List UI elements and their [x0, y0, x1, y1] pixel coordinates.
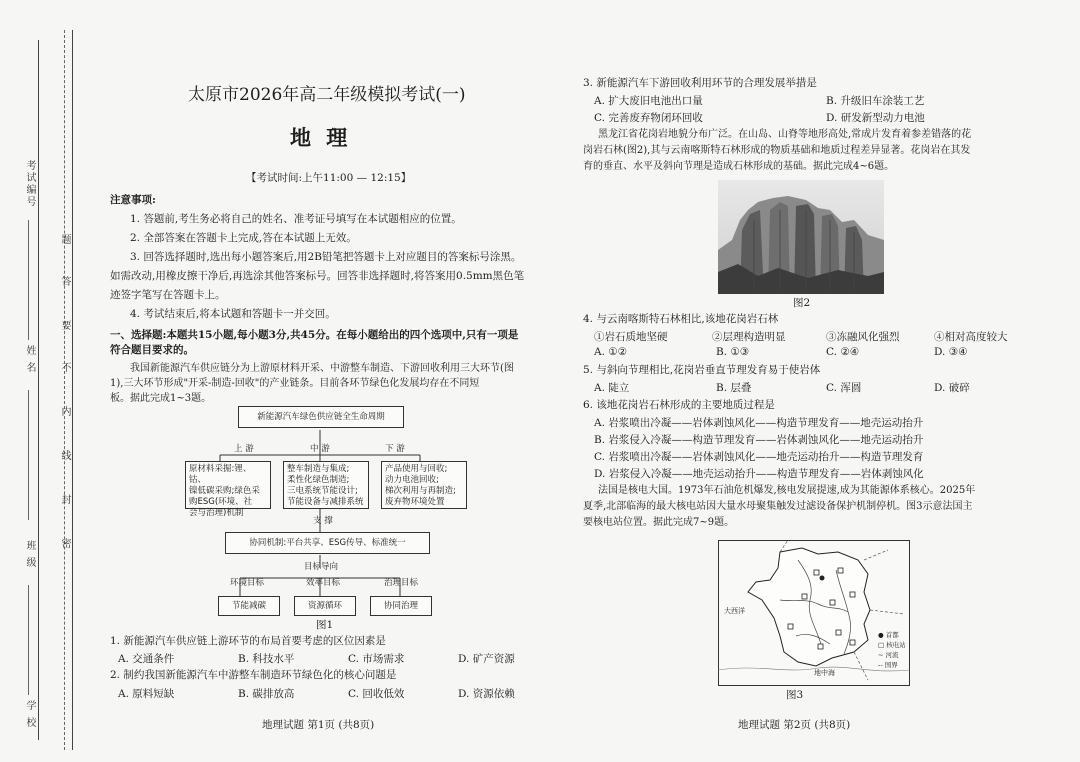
- box-line: 动力电池回收;: [385, 475, 439, 485]
- sea-label-mediterranean: 地中海: [814, 669, 835, 677]
- q6-option: C. 岩浆喷出冷凝——岩体剥蚀风化——地壳运动抬升——构造节理发育: [594, 451, 924, 463]
- figure2-stone-forest-photo: [718, 180, 884, 294]
- legend-item-river: [878, 650, 906, 660]
- q5-option: C. 浑圆: [826, 382, 862, 394]
- exam-no-label: 考试编号: [24, 160, 35, 208]
- figure1-caption: 图1: [316, 619, 334, 631]
- goal-box-energy: 节能减碳: [218, 596, 280, 616]
- q2-stem: 2. 制约我国新能源汽车中游整车制造环节绿色化的核心问题是: [110, 669, 397, 681]
- exam-no-blank: [28, 220, 29, 340]
- label-goal: 目标导向: [304, 562, 339, 572]
- seal-line: [72, 30, 73, 750]
- coop-mechanism-box: 协同机制:平台共享、ESG传导、标准统一: [225, 532, 430, 554]
- q6-option: D. 岩浆侵入冷凝——地壳运动抬升——构造节理发育——岩体剥蚀风化: [594, 468, 924, 480]
- passage2-line: 岗岩石林(图2),其与云南喀斯特石林形成的物质基础和地质过程差异显著。花岗岩在其发: [583, 145, 971, 156]
- notice-item: 3. 回答选择题时,选出每小题答案后,用2B铅笔把答题卡上对应题目的答案标号涂黑。: [130, 251, 522, 263]
- notice-char: 答: [59, 276, 70, 288]
- label-support: 支 撑: [313, 516, 333, 526]
- notice-char: 封: [59, 494, 70, 506]
- passage1-line: 我国新能源汽车供应链分为上游原材料开采、中游整车制造、下游回收利用三大环节(图: [130, 363, 514, 374]
- q4-statement: ①岩石质地坚硬: [594, 331, 668, 343]
- q4-statement: ②层理构造明显: [712, 331, 786, 343]
- upstream-box: [185, 461, 271, 518]
- school-label: 学 校: [24, 700, 35, 730]
- figure3-map: [718, 540, 910, 686]
- box-line: 会与治理)机制: [189, 508, 244, 518]
- figure2-caption: 图2: [793, 297, 811, 309]
- q1-option: B. 科技水平: [238, 653, 295, 665]
- box-line: 购ESG(环境、社: [189, 497, 253, 507]
- label-eff-goal: 效率目标: [306, 578, 341, 588]
- box-line: 废弃物环境处置: [385, 497, 445, 507]
- goal-box-resource: 资源循环: [294, 596, 356, 616]
- q5-stem: 5. 与斜向节理相比,花岗岩垂直节理发育易于使岩体: [583, 364, 821, 376]
- name-blank: [28, 390, 29, 520]
- seal-dash-line: [64, 30, 65, 750]
- q4-stem: 4. 与云南喀斯特石林相比,该地花岗岩石林: [583, 313, 779, 325]
- q5-option: B. 层叠: [716, 382, 752, 394]
- downstream-box: [381, 461, 467, 509]
- box-line: 节能设备与减排系统: [287, 497, 364, 507]
- q1-option: D. 矿产资源: [458, 653, 515, 665]
- label-midstream: 中 游: [310, 444, 330, 454]
- q4-option: A. ①②: [594, 346, 628, 358]
- river-icon: ~: [878, 651, 884, 659]
- q2-option: D. 资源依赖: [458, 688, 515, 700]
- goal-box-governance: 协同治理: [370, 596, 432, 616]
- label-upstream: 上 游: [234, 444, 254, 454]
- notice-char: 内: [59, 406, 70, 418]
- box-line: 镍低碳采购;绿色采: [189, 486, 260, 496]
- passage3-line: 要核电站位置。据此完成7~9题。: [583, 517, 735, 528]
- q4-statement: ④相对高度较大: [934, 331, 1008, 343]
- class-blank: [28, 585, 29, 695]
- q4-option: B. ①③: [716, 346, 750, 358]
- section1-line2: 符合题目要求的。: [110, 344, 194, 356]
- label-downstream: 下 游: [385, 444, 405, 454]
- q3-option: D. 研发新型动力电池: [826, 112, 925, 124]
- border-icon: --: [878, 661, 883, 669]
- notice-char: 要: [59, 320, 70, 332]
- legend-label: 首都: [885, 631, 899, 639]
- binding-line: [38, 40, 39, 740]
- passage3-line: 法国是核电大国。1973年石油危机爆发,核电发展提速,成为其能源体系核心。2025年: [598, 485, 976, 496]
- box-line: 柔性化绿色制造;: [287, 475, 350, 485]
- q1-option: A. 交通条件: [118, 653, 175, 665]
- figure1-title-box: 新能源汽车绿色供应链全生命周期: [238, 406, 404, 428]
- notice-char: 不: [59, 362, 70, 374]
- label-env-goal: 环境目标: [230, 578, 265, 588]
- legend-label: 河流: [885, 651, 899, 659]
- nuclear-plant-icon: □: [878, 641, 885, 649]
- legend-label: 核电站: [886, 641, 906, 649]
- passage1-line: 1),三大环节形成"开采-制造-回收"的产业链条。目前各环节绿色化发展均存在不同短: [110, 378, 480, 389]
- box-line: 梯次利用与再制造;: [385, 486, 456, 496]
- box-line: 整车制造与集成;: [287, 464, 350, 474]
- q4-option: C. ②④: [826, 346, 860, 358]
- notice-char: 线: [59, 450, 70, 462]
- q2-option: A. 原料短缺: [118, 688, 175, 700]
- q5-option: A. 陡立: [594, 382, 630, 394]
- q3-stem: 3. 新能源汽车下游回收利用环节的合理发展举措是: [583, 77, 817, 89]
- figure3-caption: 图3: [786, 689, 804, 701]
- exam-title: 太原市2026年高二年级模拟考试(一): [188, 85, 466, 105]
- q5-option: D. 破碎: [934, 382, 970, 394]
- name-label: 姓 名: [24, 345, 35, 375]
- exam-time: 【考试时间:上午11:00 — 12:15】: [246, 172, 412, 184]
- notice-heading: 注意事项:: [110, 194, 156, 206]
- map-legend: [878, 630, 906, 670]
- q6-stem: 6. 该地花岗岩石林形成的主要地质过程是: [583, 399, 775, 411]
- notice-char: 密: [59, 538, 70, 550]
- notice-item: 迹签字笔写在答题卡上。: [110, 289, 226, 301]
- notice-item: 1. 答题前,考生务必将自己的姓名、准考证号填写在本试题相应的位置。: [130, 213, 462, 225]
- passage2-line: 育的垂直、水平及斜向节理是造成石林形成的基础。据此完成4~6题。: [583, 161, 895, 172]
- passage3-line: 夏季,北部临海的最大核电站因大量水母聚集触发过滤设备保护机制停机。图3示意法国主: [583, 501, 973, 512]
- capital-icon: ●: [878, 631, 884, 639]
- passage1-line: 板。据此完成1~3题。: [110, 393, 212, 404]
- sea-label-atlantic: 大西洋: [724, 607, 745, 615]
- passage2-line: 黑龙江省花岗岩地貌分布广泛。在山岛、山脊等地形高处,常成片发育着参差错落的花: [598, 129, 972, 140]
- q3-option: C. 完善废弃物闭环回收: [594, 112, 703, 124]
- q4-statement: ③冻融风化强烈: [826, 331, 900, 343]
- q2-option: B. 碳排放高: [238, 688, 295, 700]
- q6-option: B. 岩浆侵入冷凝——构造节理发育——岩体剥蚀风化——地壳运动抬升: [594, 434, 924, 446]
- label-gov-goal: 治理目标: [384, 578, 419, 588]
- q1-stem: 1. 新能源汽车供应链上游环节的布局首要考虑的区位因素是: [110, 635, 386, 647]
- box-line: 产品使用与回收;: [385, 464, 448, 474]
- legend-item-nuclear: [878, 640, 906, 650]
- subject-title: 地 理: [290, 125, 352, 150]
- section1-line1: 一、选择题:本题共15小题,每小题3分,共45分。在每小题给出的四个选项中,只有一项是: [110, 329, 519, 341]
- notice-item: 如需改动,用橡皮擦干净后,再选涂其他答案标号。回答非选择题时,将答案用0.5mm黑色笔: [110, 270, 525, 282]
- q6-option: A. 岩浆喷出冷凝——岩体剥蚀风化——构造节理发育——地壳运动抬升: [594, 417, 924, 429]
- q1-option: C. 市场需求: [348, 653, 405, 665]
- q2-option: C. 回收低效: [348, 688, 405, 700]
- midstream-box: [283, 461, 369, 509]
- notice-char: 题: [59, 234, 70, 246]
- footer-page1: 地理试题 第1页 (共8页): [262, 719, 375, 731]
- box-line: 原材料采掘:锂、钴、: [189, 464, 252, 485]
- q3-option: B. 升级旧车涂装工艺: [826, 95, 925, 107]
- legend-item-capital: [878, 630, 906, 640]
- footer-page2: 地理试题 第2页 (共8页): [738, 719, 851, 731]
- class-label: 班 级: [24, 540, 35, 570]
- box-line: 三电系统节能设计;: [287, 486, 358, 496]
- notice-item: 4. 考试结束后,将本试题和答题卡一并交回。: [130, 308, 336, 320]
- legend-label: 国界: [884, 661, 898, 669]
- legend-item-border: [878, 660, 906, 670]
- q3-option: A. 扩大废旧电池出口量: [594, 95, 703, 107]
- q4-option: D. ③④: [934, 346, 968, 358]
- notice-item: 2. 全部答案在答题卡上完成,答在本试题上无效。: [130, 232, 357, 244]
